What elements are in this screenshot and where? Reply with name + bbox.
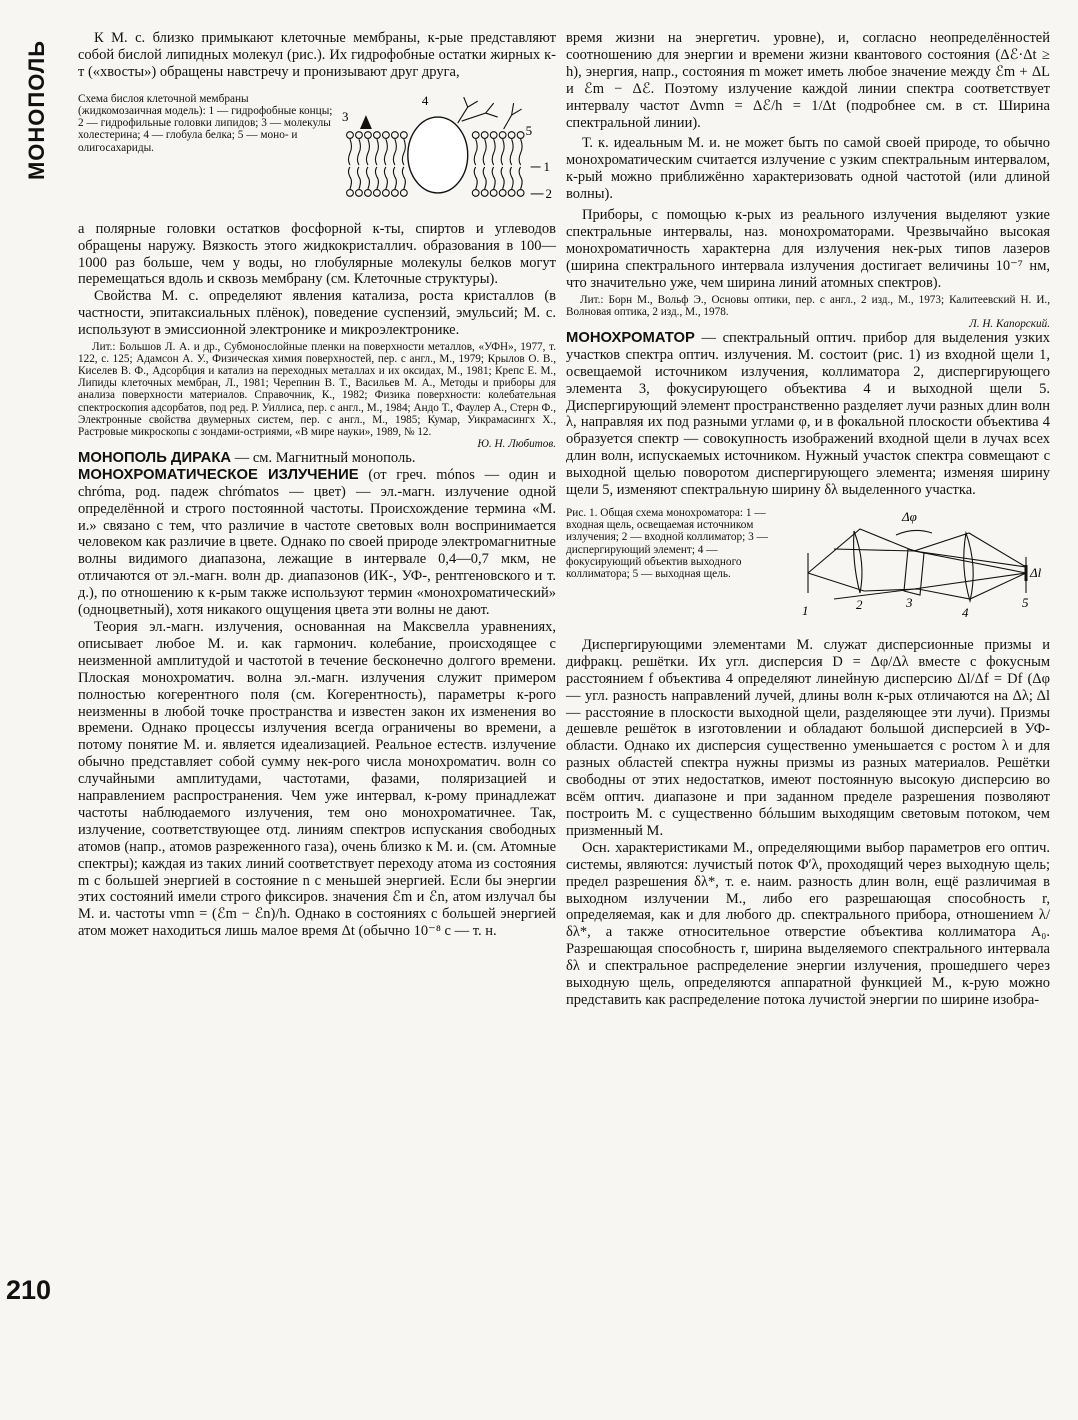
focusing-lens: [964, 533, 973, 601]
entry-text: — спектральный оптич. прибор для выделения узких участков спектра оптич. излучения. М. состоит (рис. 1) из входной щели 1, освещаемой источником излучения, коллиматора 2, диспергирующего элемента 3, фокусирующего объектива 4 и выходной щели 5. Диспергирующий элемент пространственно разделяет лучи разных длин волн λ, направляя их под разными углами φ, и в фокальной плоскости объектива 4 образуется спектр — совокупность изображений входной щели в лучах всех длин волн, испускаемых источником. Нужный участок спектра совмещают с выходной щелью поворотом диспергирующего элемента; изменяя ширину щели 5, изменяют спектральную ширину δλ выделенного участка.: [566, 329, 1050, 499]
lipid-head: [482, 131, 489, 138]
lipid-tail: [493, 139, 496, 165]
author-signature: Ю. Н. Любитов.: [477, 437, 556, 450]
lipid-head: [383, 131, 390, 138]
running-title: МОНОПОЛЬ: [24, 39, 49, 181]
protein-globule: [408, 117, 468, 193]
figure-label: 5: [526, 122, 533, 138]
lipid-head: [356, 189, 363, 196]
cholesterol-marker: [360, 115, 372, 129]
lipid-head: [347, 131, 354, 138]
lipid-tail: [484, 139, 487, 165]
bibliography-text: Лит.: Борн М., Вольф Э., Основы оптики, пер. с англ., 2 изд., М., 1973; Калитеевский Н. И., Волновая оптика, 2 изд., М., 1978.: [566, 293, 1050, 318]
running-head: [22, 30, 52, 190]
monochromator-diagram: [794, 507, 1049, 625]
lipid-tail: [358, 139, 361, 165]
lipid-tail: [475, 139, 478, 165]
angle-arc: [896, 530, 932, 535]
lipid-tail: [376, 167, 379, 189]
entry-headword: МОНОХРОМАТОР: [566, 329, 695, 346]
lipid-head: [383, 189, 390, 196]
lipid-tail: [358, 167, 361, 189]
figure-label: 2: [856, 596, 863, 612]
right-column: [566, 30, 1050, 1009]
bibliography: [78, 341, 556, 450]
bibliography: [566, 294, 1050, 330]
lipid-tail: [520, 167, 523, 189]
lipid-head: [374, 189, 381, 196]
lipid-head: [482, 189, 489, 196]
lipid-tail: [367, 139, 370, 165]
ray-path: [808, 573, 1026, 599]
lipid-tail: [367, 167, 370, 189]
lipid-tail: [376, 139, 379, 165]
lipid-head: [518, 189, 525, 196]
paragraph: Диспергирующими элементами М. служат дисперсионные призмы и дифракц. решётки. Их угл. дисперсия D = Δφ/Δλ вместе с фокусным расстоянием f объектива 4 определяют линейную дисперсию Δl/Δf = Df (Δφ — угл. разность направлений лучей, длины волн к-рых отличаются на Δλ; Δl — расстояние в плоскости выходной щели, разделяющее эти лучи). Призмы дешевле решёток в изготовлении и обладают большой дисперсией в УФ-области. Однако их дисперсия существенно уменьшается с ростом λ и для разных областей спектра нужны призмы из разных материалов. Решётки свободны от этих недостатков, имеют постоянную высокую дисперсию во всём оптич. диапазоне и при заданном пределе разрешения позволяют построить М. с существенно бóльшим выходящим световым потоком, чем призменный М.: [566, 636, 1050, 839]
lipid-tail: [349, 167, 352, 189]
figure-label: Δl: [1030, 564, 1042, 580]
paragraph: Т. к. идеальным М. и. не может быть по самой своей природе, то обычно монохроматическим считается излучение с узким спектральным интервалом, к-рый можно приближённо характеризовать одной частотой (или длиной волны).: [566, 135, 1050, 203]
collimator-lens: [854, 531, 862, 593]
lipid-tail: [475, 167, 478, 189]
dictionary-entry: [566, 330, 1050, 499]
paragraph: Осн. характеристиками М., определяющими выбор параметров его оптич. системы, являются: лучистый поток Φ′λ, проходящий через выходную щель; предел разрешения δλ*, т. е. наим. разность длин волн, ещё различимая в выходном излучении М., либо его разрешающая способность r, определяемая, как и для любого др. спектрального прибора, отношением λ/δλ*, а также относительное отверстие объектива коллиматора A₀. Разрешающая способность r, ширина выделяемого спектрального интервала δλ и спектральное распределение энергии излучения, прошедшего через выходную щель, определяются аппаратной функцией М., к-рую можно представить как распределение потока лучистой энергии по ширине изобра-: [566, 839, 1050, 1008]
figure-caption: Схема бислоя клеточной мембраны (жидкомозаичная модель): 1 — гидрофобные концы; 2 — гидрофильные головки липидов; 3 — молекулы холестерина; 4 — глобула белка; 5 — моно- и олигосахариды.: [78, 92, 333, 154]
entry-text: (от греч. mónos — один и chróma, род. падеж chrómatos — цвет) — эл.-магн. излучение одной определённой и строго постоянной частоты. Происхождение термина «М. и.» связано с тем, что различие в частоте световых волн воспринимается человеком как различие в цвете. Однако по своей природе электромагнитные волны видимого диапазона, лежащие в интервале 0,4—0,7 мкм, не отличаются от эл.-магн. волн др. диапазонов (ИК-, УФ-, рентгеновского и т. д.), по отношению к к-рым также используют термин «монохроматический» (одноцветный), хотя никакого ощущения цвета эти волны не дают.: [78, 466, 557, 619]
lipid-tail: [385, 167, 388, 189]
entry-headword: МОНОПОЛЬ ДИРАКА: [78, 449, 232, 466]
figure-label: 4: [422, 92, 429, 108]
ray-path: [834, 549, 914, 599]
membrane-diagram: [336, 93, 556, 211]
figure-label: Δφ: [902, 508, 917, 524]
lipid-head: [347, 189, 354, 196]
lipid-head: [401, 131, 408, 138]
figure-label: 2: [546, 185, 553, 201]
lipid-head: [509, 189, 516, 196]
lipid-tail: [394, 167, 397, 189]
entry-text: — см. Магнитный монополь.: [234, 449, 416, 466]
lipid-tail: [502, 139, 505, 165]
lipid-head: [356, 131, 363, 138]
lipid-tail: [520, 139, 523, 165]
lipid-head: [365, 189, 372, 196]
lipid-head: [491, 131, 498, 138]
lipid-head: [473, 131, 480, 138]
figure-label: 3: [342, 108, 349, 124]
page-number: 210: [6, 1275, 52, 1305]
lipid-tail: [403, 139, 406, 165]
paragraph: Приборы, с помощью к-рых из реального излучения выделяют узкие спектральные интервалы, наз. монохроматорами. Чрезвычайно высокая монохроматичность характерна для излучения нек-рых типов лазеров (ширина спектрального интервала излучения достигает величины 10⁻⁷ нм, что значительно уже, чем ширина линий атомных спектров).: [566, 207, 1050, 291]
lipid-head: [500, 131, 507, 138]
lipid-head: [392, 131, 399, 138]
figure-label: 4: [962, 604, 969, 620]
paragraph: К М. с. близко примыкают клеточные мембраны, к-рые представляют собой бислой липидных молекул (рис.). Их гидрофобные остатки жирных к-т («хвосты») обращены навстречу и пронизывают друг друга,: [78, 30, 556, 80]
paragraph: а полярные головки остатков фосфорной к-ты, спиртов и углеводов обращены наружу. Вязкость этого жидкокристаллич. образования в 100—1000 раз больше, чем у воды, но глобулярные молекулы белков могут перемещаться вдоль и сквозь мембрану (см. Клеточные структуры).: [78, 220, 556, 288]
lipid-head: [491, 189, 498, 196]
lipid-tail: [502, 167, 505, 189]
oligosaccharide-chain: [458, 97, 498, 123]
grating: [904, 549, 924, 595]
paragraph: Свойства М. с. определяют явления катализа, роста кристаллов (в частности, эпитаксиальных плёнок), поведение суспензий, эмульсий; М. с. используют в эмиссионной электронике и микроэлектронике.: [78, 288, 556, 339]
lipid-head: [518, 131, 525, 138]
bibliography-text: Лит.: Большов Л. А. и др., Субмонослойные пленки на поверхности металлов, «УФН», 1977, т. 122, с. 125; Адамсон А. У., Физическая химия поверхностей, пер. с англ., М., 1979; Крылов О. В., Киселев В. Ф., Адсорбция и катализ на переходных металлах и их оксидах, М., 1981; Крепс Е. М., Липиды клеточных мембран, Л., 1981; Черепнин В. Т., Васильев М. А., Методы и приборы для анализа поверхности материалов. Справочник, К., 1982; Физика поверхности: колебательная спектроскопия адсорбатов, под ред. Р. Уиллиса, пер. с англ., М., 1984; Андо Т., Фаулер А., Стерн Ф., Электронные свойства двумерных систем, пер. с англ., М., 1985; Кумар, Уикрамасингх X., Растровые микроскопы с зондами-остриями, «В мире науки», 1989, № 12.: [78, 341, 556, 438]
lipid-head: [392, 189, 399, 196]
lipid-head: [509, 131, 516, 138]
lipid-tail: [511, 167, 514, 189]
lipid-head: [365, 131, 372, 138]
lipid-tail: [493, 167, 496, 189]
figure-caption: Рис. 1. Общая схема монохроматора: 1 — входная щель, освещаемая источником излучения; 2 — входной коллиматор; 3 — диспергирующий элемент; 4 — фокусирующий объектив выходного коллиматора; 5 — выходная щель.: [566, 506, 768, 580]
lipid-head: [374, 131, 381, 138]
monochromator-figure: [566, 507, 1050, 625]
lipid-tail: [511, 139, 514, 165]
entry-headword: МОНОХРОМАТИЧЕСКОЕ ИЗЛУЧЕНИЕ: [78, 466, 359, 483]
lipid-tail: [385, 139, 388, 165]
dictionary-entry: [78, 450, 556, 467]
lipid-tail: [403, 167, 406, 189]
paragraph: Теория эл.-магн. излучения, основанная на Максвелла уравнениях, описывает любое М. и. как гармонич. колебание, происходящее с неизменной амплитудой и частотой в течение бесконечно долгого времени. Плоская монохроматич. волна эл.-магн. излучения служит примером полностью когерентного поля (см. Когерентность), параметры к-рого неизменны в любой точке пространства и известен закон их изменения во времени. Однако процессы излучения всегда ограничены во времени, а потому понятие М. и. является идеализацией. Реальное естеств. излучение обычно представляет собой сумму нек-рого числа монохроматич. волн со случайными амплитудами, частотами, фазами, поляризацией и направлением распространения. Чем уже интервал, к-рому принадлежат частоты наблюдаемого излучения, тем оно монохроматичнее. Так, излучение, соответствующее отд. линиям спектров испускания свободных атомов (напр., атомов разреженного газа), очень близко к М. и. (см. Атомные спектры); каждая из таких линий соответствует переходу атома из состояния m с большей энергией в состояние n с меньшей энергией. Если бы энергии этих состояний имели строго фиксиров. значения ℰm и ℰn, атом излучал бы М. и. частоты νmn = (ℰm − ℰn)/h. Однако в состояниях с большей энергией атом может находиться лишь малое время Δt (обычно 10⁻⁸ с — т. н.: [78, 618, 556, 940]
membrane-figure: [78, 93, 556, 211]
lipid-tail: [484, 167, 487, 189]
lipid-head: [473, 189, 480, 196]
left-column: [78, 30, 556, 940]
figure-label: 1: [544, 158, 551, 174]
figure-label: 3: [906, 594, 913, 610]
lipid-head: [500, 189, 507, 196]
author-signature: Л. Н. Капорский.: [969, 317, 1050, 330]
lipid-tail: [394, 139, 397, 165]
figure-label: 5: [1022, 594, 1029, 610]
lipid-head: [401, 189, 408, 196]
paragraph: время жизни на энергетич. уровне), и, согласно неопределённостей соотношению для энергии и времени жизни квантового состояния (Δℰ·Δt ≥ h), энергия, напр., состояния m может иметь любое значение между ℰm + ΔL и ℰm − Δℰ. Поэтому излучение каждой линии спектра соответствует интервалу частот Δνmn = Δℰ/h = 1/Δt (подробнее см. в ст. Ширина спектральной линии).: [566, 30, 1050, 131]
oligosaccharide-chain: [504, 103, 522, 129]
lipid-tail: [349, 139, 352, 165]
figure-label: 1: [802, 602, 809, 618]
dictionary-entry: [78, 467, 556, 619]
